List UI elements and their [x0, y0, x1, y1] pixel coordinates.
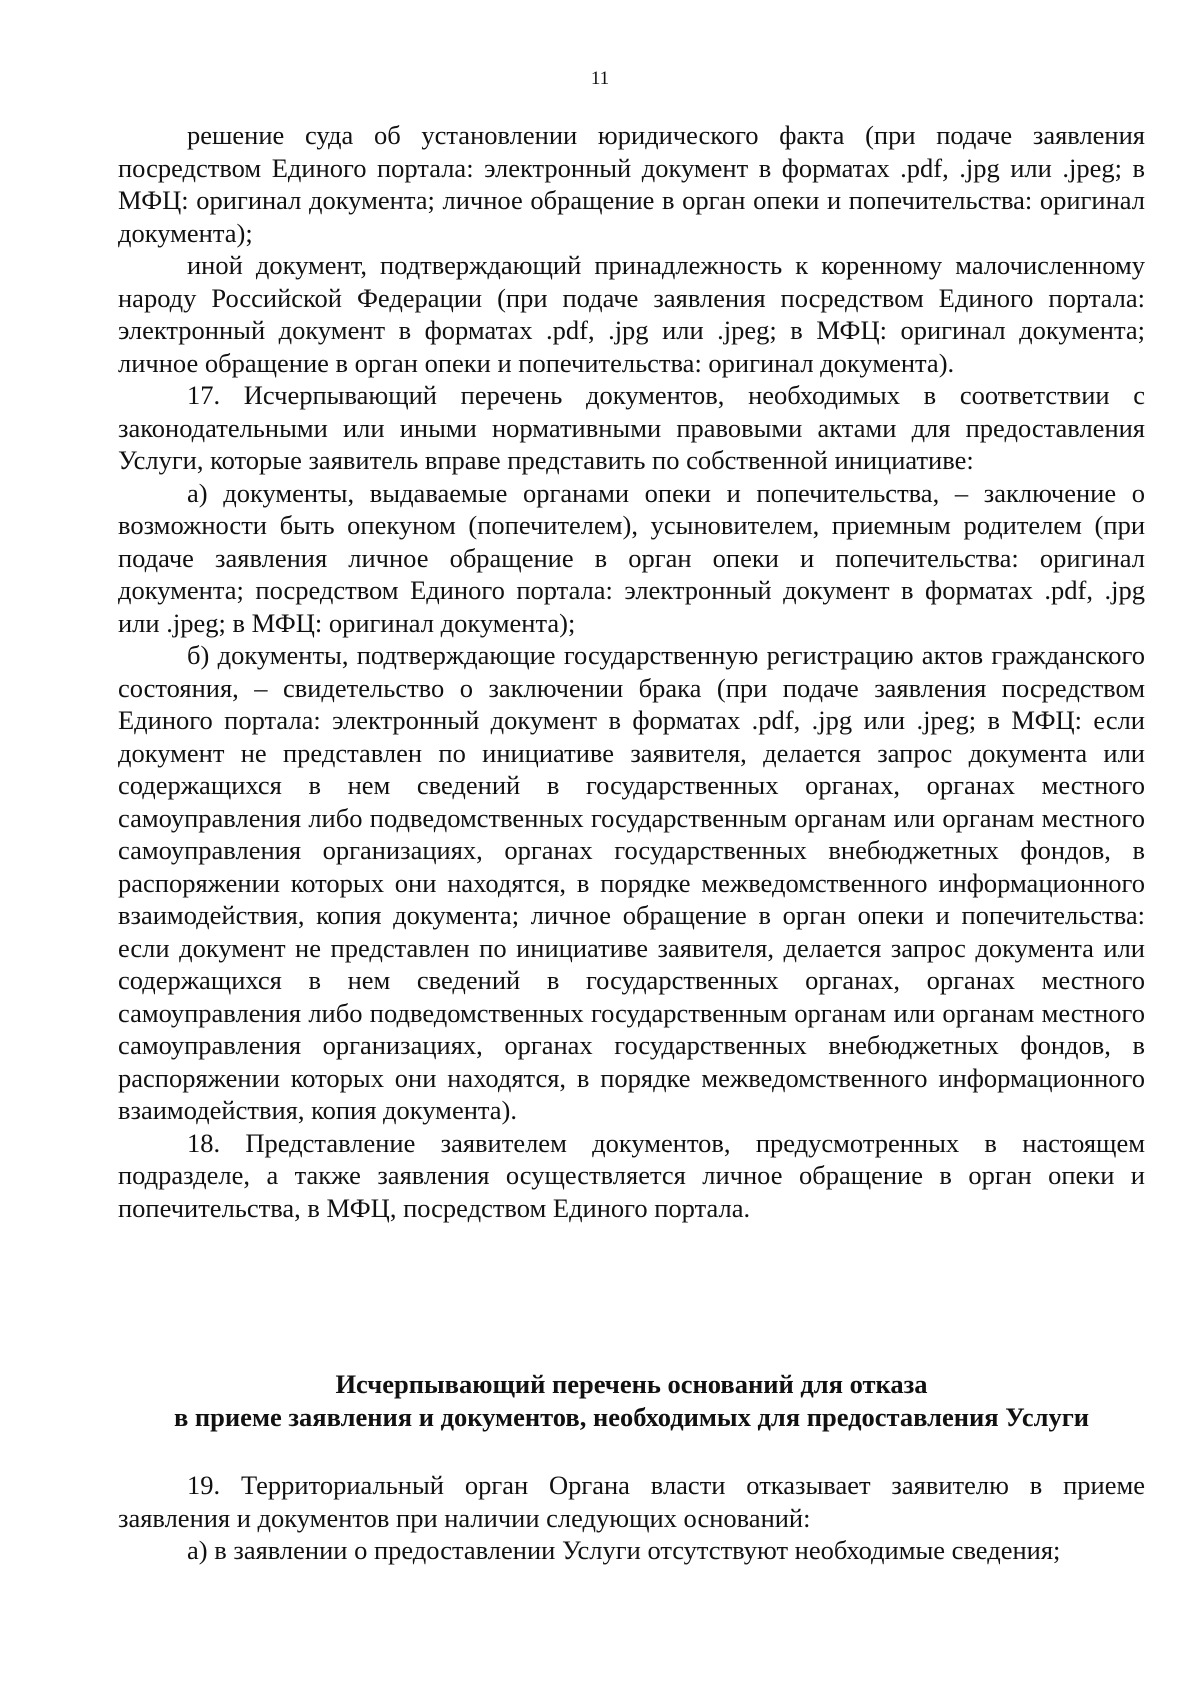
- paragraph-18: 18. Представление заявителем документов, предусмотренных в настоящем подразделе, а также заявления осуществляется личное обращение в орган опеки и попечительства, в МФЦ, посредством Единого портала.: [118, 1127, 1145, 1223]
- paragraph-court-decision: решение суда об установлении юридического факта (при подаче заявления посредством Единого портала: электронный документ в форматах .pdf, .jpg или .jpeg; в МФЦ: оригинал документа; личное обращение в орган опеки и попечительства: оригинал документа);: [118, 120, 1145, 248]
- document-body-continued: [118, 1469, 1145, 1567]
- section-heading: [118, 1368, 1145, 1433]
- section-heading-line-1: Исчерпывающий перечень оснований для отказа: [335, 1369, 928, 1399]
- paragraph-19a: а) в заявлении о предоставлении Услуги отсутствуют необходимые сведения;: [187, 1535, 1061, 1565]
- document-body: [118, 119, 1145, 1224]
- paragraph-17b: б) документы, подтверждающие государственную регистрацию актов гражданского состояния, – свидетельство о заключении брака (при подаче заявления посредством Единого портала: электронный документ в форматах .pdf, .jpg или .jpeg; в МФЦ: если документ не представлен по инициативе заявителя, делается запрос документа или содержащихся в нем сведений в государственных органах, органах местного самоуправления либо подведомственных государственным органам или органам местного самоуправления организациях, органах государственных внебюджетных фондов, в распоряжении которых они находятся, в порядке межведомственного информационного взаимодействия, копия документа; личное обращение в орган опеки и попечительства: если документ не представлен по инициативе заявителя, делается запрос документа или содержащихся в нем сведений в государственных органах, органах местного самоуправления либо подведомственных государственным органам или органам местного самоуправления организациях, органах государственных внебюджетных фондов, в распоряжении которых они находятся, в порядке межведомственного информационного взаимодействия, копия документа).: [118, 640, 1145, 1125]
- paragraph-17a: а) документы, выдаваемые органами опеки и попечительства, – заключение о возможности быть опекуном (попечителем), усыновителем, приемным родителем (при подаче заявления личное обращение в орган опеки и попечительства: оригинал документа; посредством Единого портала: электронный документ в форматах .pdf, .jpg или .jpeg; в МФЦ: оригинал документа);: [118, 477, 1145, 638]
- paragraph-indigenous-document: иной документ, подтверждающий принадлежность к коренному малочисленному народу Российской Федерации (при подаче заявления посредством Единого портала: электронный документ в форматах .pdf, .jpg или .jpeg; в МФЦ: оригинал документа; личное обращение в орган опеки и попечительства: оригинал документа).: [118, 250, 1145, 378]
- section-heading-line-2: в приеме заявления и документов, необходимых для предоставления Услуги: [173, 1401, 1090, 1432]
- page-number: 11: [590, 68, 610, 89]
- paragraph-17: 17. Исчерпывающий перечень документов, необходимых в соответствии с законодательными или иными нормативными правовыми актами для предоставления Услуги, которые заявитель вправе представить по собственной инициативе:: [118, 380, 1145, 475]
- paragraph-19: 19. Территориальный орган Органа власти отказывает заявителю в приеме заявления и документов при наличии следующих оснований:: [118, 1470, 1145, 1533]
